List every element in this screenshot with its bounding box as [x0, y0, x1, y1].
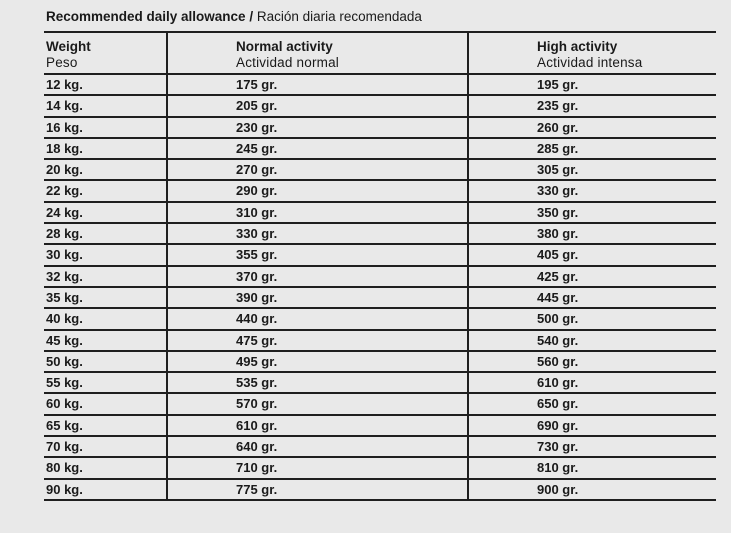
normal-activity-cell: 475 gr.	[166, 331, 467, 350]
weight-cell: 32 kg.	[46, 268, 83, 284]
high-activity-cell: 650 gr.	[467, 394, 716, 413]
high-activity-cell: 425 gr.	[467, 267, 716, 286]
table-row	[44, 160, 716, 181]
table-header	[44, 31, 716, 75]
high-activity-cell: 350 gr.	[467, 203, 716, 222]
high-activity-cell: 285 gr.	[467, 139, 716, 158]
caption-separator: /	[245, 9, 257, 24]
normal-activity-cell: 570 gr.	[166, 394, 467, 413]
high-activity-cell: 810 gr.	[467, 458, 716, 477]
table-row	[44, 203, 716, 224]
high-activity-cell: 690 gr.	[467, 416, 716, 435]
high-activity-cell: 900 gr.	[467, 480, 716, 499]
table-row	[44, 394, 716, 415]
allowance-table	[44, 31, 716, 501]
table-row	[44, 480, 716, 501]
normal-activity-cell: 710 gr.	[166, 458, 467, 477]
table-row	[44, 458, 716, 479]
table-row	[44, 96, 716, 117]
weight-cell: 12 kg.	[46, 77, 83, 92]
weight-cell: 70 kg.	[46, 439, 83, 455]
weight-cell: 30 kg.	[46, 247, 83, 263]
weight-cell: 65 kg.	[46, 417, 83, 433]
header-normal-en: Normal activity	[236, 39, 333, 54]
high-activity-cell: 195 gr.	[467, 75, 716, 94]
table-row	[44, 245, 716, 266]
caption-title-spanish: Ración diaria recomendada	[256, 9, 422, 24]
high-activity-cell: 260 gr.	[467, 118, 716, 137]
weight-cell: 50 kg.	[46, 353, 83, 369]
weight-cell: 28 kg.	[46, 226, 83, 242]
header-high-en: High activity	[537, 39, 618, 54]
table-row	[44, 309, 716, 330]
normal-activity-cell: 535 gr.	[166, 373, 467, 392]
table-row	[44, 331, 716, 352]
normal-activity-cell: 610 gr.	[166, 416, 467, 435]
normal-activity-cell: 640 gr.	[166, 437, 467, 456]
table-row	[44, 437, 716, 458]
normal-activity-cell: 390 gr.	[166, 288, 467, 307]
table-row	[44, 352, 716, 373]
table-row	[44, 75, 716, 96]
normal-activity-cell: 230 gr.	[166, 118, 467, 137]
table-body	[44, 75, 716, 501]
weight-cell: 16 kg.	[46, 119, 83, 135]
weight-cell: 80 kg.	[46, 460, 83, 476]
header-weight-es: Peso	[46, 55, 78, 70]
weight-cell: 45 kg.	[46, 332, 83, 348]
table-row	[44, 288, 716, 309]
header-normal-activity	[166, 33, 467, 73]
high-activity-cell: 380 gr.	[467, 224, 716, 243]
table-row	[44, 267, 716, 288]
weight-cell: 35 kg.	[46, 289, 83, 305]
normal-activity-cell: 440 gr.	[166, 309, 467, 328]
caption-title-english: Recommended daily allowance	[46, 9, 246, 24]
table-row	[44, 416, 716, 437]
normal-activity-cell: 370 gr.	[166, 267, 467, 286]
high-activity-cell: 730 gr.	[467, 437, 716, 456]
header-high-es: Actividad intensa	[537, 55, 643, 70]
weight-cell: 60 kg.	[46, 396, 83, 412]
table-row	[44, 139, 716, 160]
normal-activity-cell: 290 gr.	[166, 181, 467, 200]
normal-activity-cell: 205 gr.	[166, 96, 467, 115]
high-activity-cell: 235 gr.	[467, 96, 716, 115]
normal-activity-cell: 310 gr.	[166, 203, 467, 222]
table-row	[44, 224, 716, 245]
table-row	[44, 181, 716, 202]
normal-activity-cell: 270 gr.	[166, 160, 467, 179]
header-high-activity	[467, 33, 716, 73]
table-row	[44, 118, 716, 139]
high-activity-cell: 560 gr.	[467, 352, 716, 371]
weight-cell: 18 kg.	[46, 140, 83, 156]
weight-cell: 22 kg.	[46, 183, 83, 199]
high-activity-cell: 610 gr.	[467, 373, 716, 392]
high-activity-cell: 445 gr.	[467, 288, 716, 307]
weight-cell: 14 kg.	[46, 98, 83, 114]
normal-activity-cell: 175 gr.	[166, 75, 467, 94]
weight-cell: 90 kg.	[46, 481, 83, 497]
high-activity-cell: 305 gr.	[467, 160, 716, 179]
high-activity-cell: 405 gr.	[467, 245, 716, 264]
weight-cell: 24 kg.	[46, 204, 83, 220]
normal-activity-cell: 355 gr.	[166, 245, 467, 264]
weight-cell: 20 kg.	[46, 162, 83, 178]
high-activity-cell: 330 gr.	[467, 181, 716, 200]
table-row	[44, 373, 716, 394]
normal-activity-cell: 775 gr.	[166, 480, 467, 499]
header-weight-en: Weight	[46, 39, 91, 54]
weight-cell: 55 kg.	[46, 375, 83, 391]
normal-activity-cell: 245 gr.	[166, 139, 467, 158]
high-activity-cell: 500 gr.	[467, 309, 716, 328]
high-activity-cell: 540 gr.	[467, 331, 716, 350]
table-caption	[46, 9, 422, 25]
normal-activity-cell: 330 gr.	[166, 224, 467, 243]
header-normal-es: Actividad normal	[236, 55, 339, 70]
weight-cell: 40 kg.	[46, 311, 83, 327]
normal-activity-cell: 495 gr.	[166, 352, 467, 371]
header-weight	[44, 33, 166, 73]
